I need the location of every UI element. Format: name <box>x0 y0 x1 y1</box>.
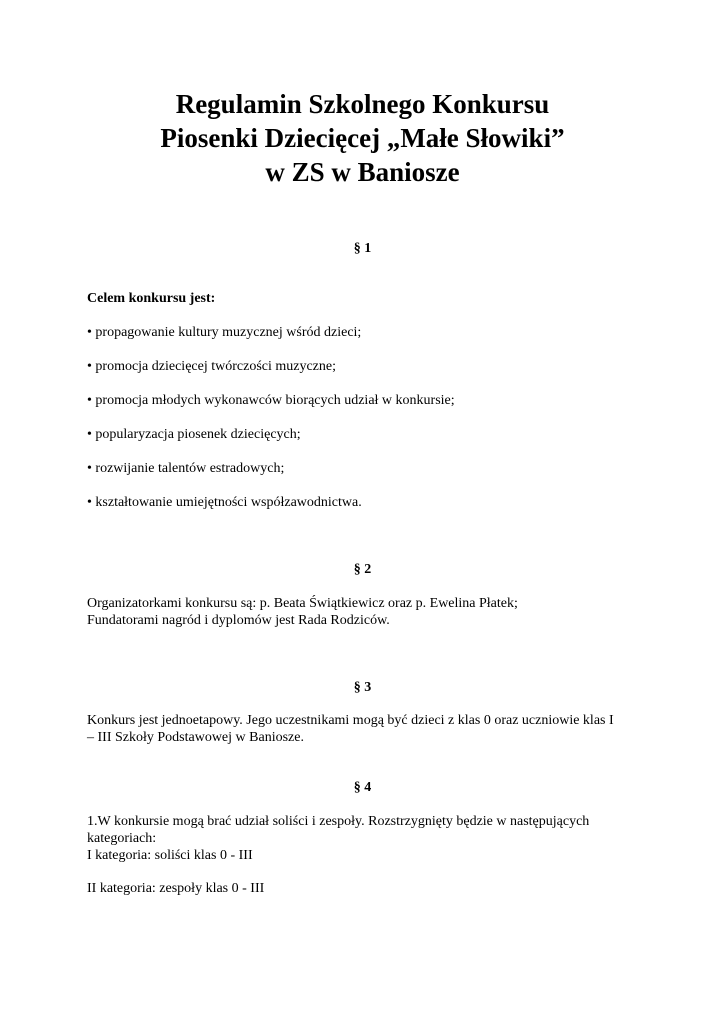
section-2-line-1: Organizatorkami konkursu są: p. Beata Świątkiewicz oraz p. Ewelina Płatek; <box>87 596 518 611</box>
section-2-mark: § 2 <box>353 562 372 577</box>
section-1-bullet-4: • popularyzacja piosenek dziecięcych; <box>87 427 301 442</box>
document-title <box>0 87 725 189</box>
section-1-mark: § 1 <box>353 241 372 256</box>
section-1-bullet-1: • propagowanie kultury muzycznej wśród dzieci; <box>87 325 362 340</box>
section-4-line-4: II kategoria: zespoły klas 0 - III <box>87 881 265 896</box>
section-4-line-1: 1.W konkursie mogą brać udział soliści i zespoły. Rozstrzygnięty będzie w następujących <box>87 814 590 829</box>
section-1-bullet-5: • rozwijanie talentów estradowych; <box>87 461 285 476</box>
section-3-mark: § 3 <box>353 680 372 695</box>
section-1-bullet-6: • kształtowanie umiejętności współzawodnictwa. <box>87 495 362 510</box>
title-line-1: Regulamin Szkolnego Konkursu <box>175 89 550 119</box>
title-line-3: w ZS w Baniosze <box>265 157 460 187</box>
section-1-bullet-2: • promocja dziecięcej twórczości muzyczne; <box>87 359 336 374</box>
section-3-line-2: – III Szkoły Podstawowej w Baniosze. <box>87 730 304 745</box>
section-4-line-2: kategoriach: <box>87 831 157 846</box>
section-1-intro: Celem konkursu jest: <box>87 291 216 306</box>
section-4-mark: § 4 <box>353 780 372 795</box>
section-1-bullet-3: • promocja młodych wykonawców biorących udział w konkursie; <box>87 393 455 408</box>
title-line-2: Piosenki Dziecięcej „Małe Słowiki” <box>160 123 565 153</box>
section-4-line-3: I kategoria: soliści klas 0 - III <box>87 848 253 863</box>
section-3-line-1: Konkurs jest jednoetapowy. Jego uczestnikami mogą być dzieci z klas 0 oraz uczniowie klas I <box>87 713 614 728</box>
section-2-line-2: Fundatorami nagród i dyplomów jest Rada Rodziców. <box>87 613 390 628</box>
